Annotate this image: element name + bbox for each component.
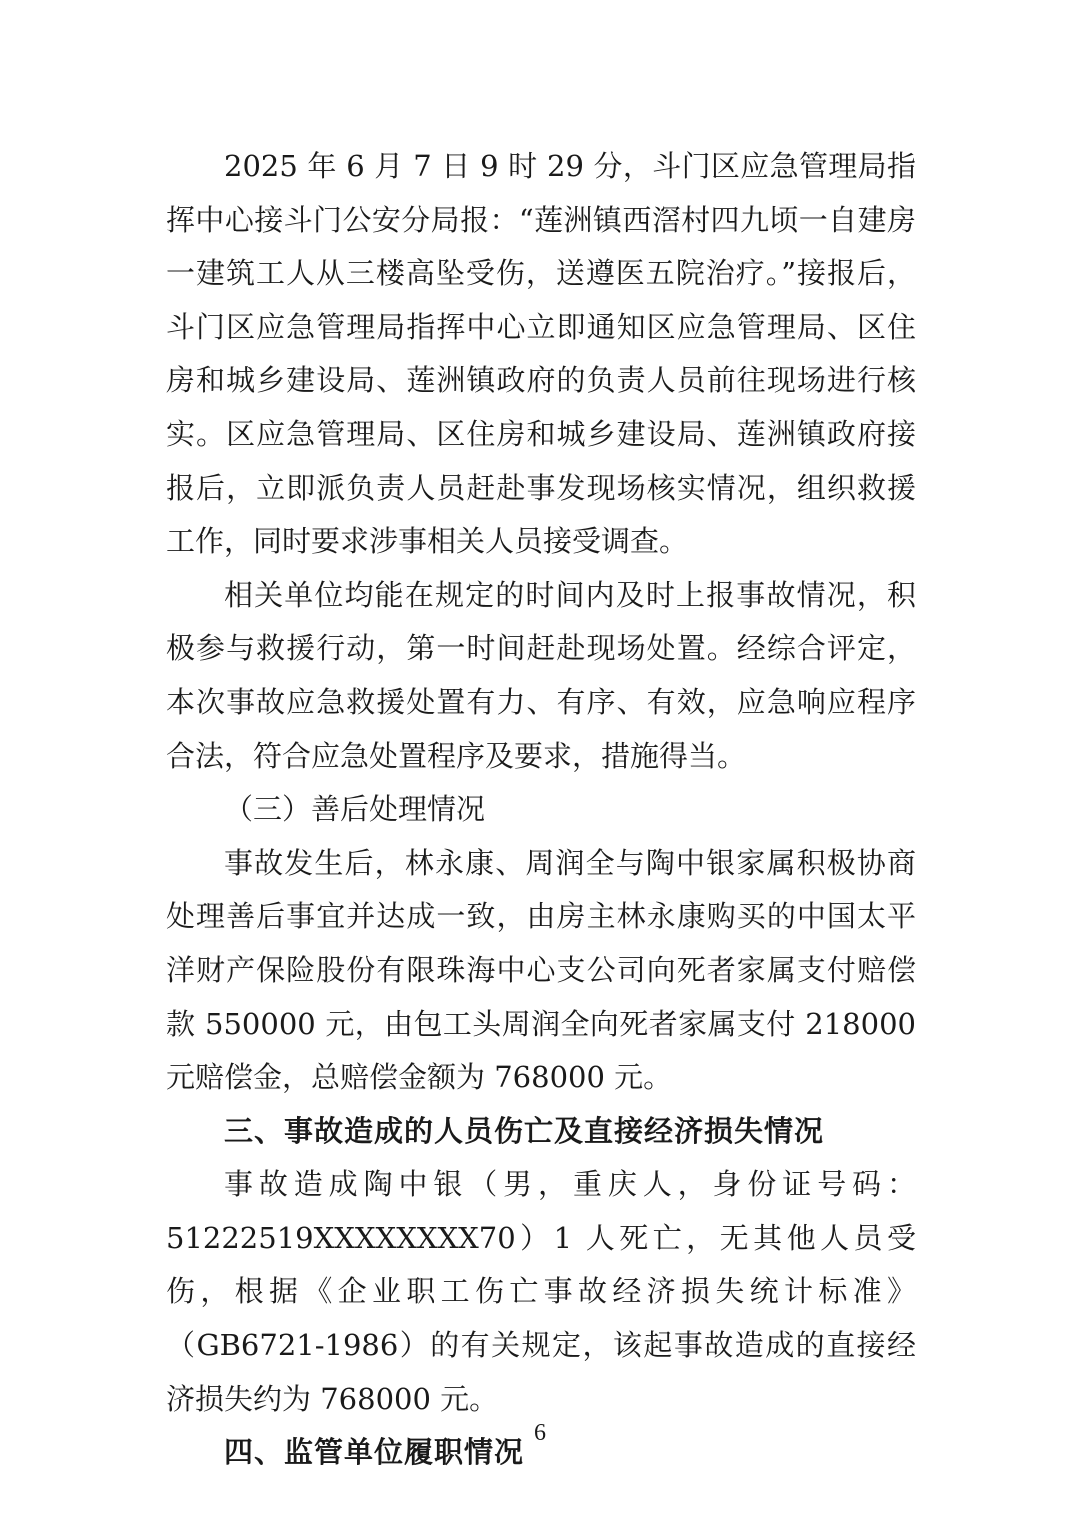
paragraph-compensation: 事故发生后，林永康、周润全与陶中银家属积极协商处理善后事宜并达成一致，由房主林永康购买的中国太平洋财产保险股份有限珠海中心支公司向死者家属支付赔偿款 550000 元，由包工头周润全向死者家属支付 218000 元赔偿金，总赔偿金额为 768000 元。 <box>166 845 916 1095</box>
page-number: 6 <box>534 1420 546 1446</box>
paragraph-incident-report: 2025 年 6 月 7 日 9 时 29 分，斗门区应急管理局指挥中心接斗门公安分局报：“莲洲镇西滘村四九顷一自建房一建筑工人从三楼高坠受伤，送遵医五院治疗。”接报后，斗门区应急管理局指挥中心立即通知区应急管理局、区住房和城乡建设局、莲洲镇政府的负责人员前往现场进行核实。区应急管理局、区住房和城乡建设局、莲洲镇政府接报后，立即派负责人员赶赴事发现场核实情况，组织救援工作，同时要求涉事相关人员接受调查。 <box>166 149 916 559</box>
paragraph-response-evaluation: 相关单位均能在规定的时间内及时上报事故情况，积极参与救援行动，第一时间赶赴现场处置。经综合评定，本次事故应急救援处置有力、有序、有效，应急响应程序合法，符合应急处置程序及要求，措施得当。 <box>166 577 916 773</box>
section-heading-casualties-losses: 三、事故造成的人员伤亡及直接经济损失情况 <box>224 1113 825 1148</box>
document-body <box>166 140 916 1480</box>
section-heading-supervision: 四、监管单位履职情况 <box>224 1435 525 1470</box>
subheading-aftermath: （三）善后处理情况 <box>224 792 486 827</box>
paragraph-casualties: 事故造成陶中银（男，重庆人，身份证号码：51222519XXXXXXXX70）1 人死亡，无其他人员受伤，根据《企业职工伤亡事故经济损失统计标准》（GB6721-1986）的有关规定，该起事故造成的直接经济损失约为 768000 元。 <box>166 1167 916 1416</box>
